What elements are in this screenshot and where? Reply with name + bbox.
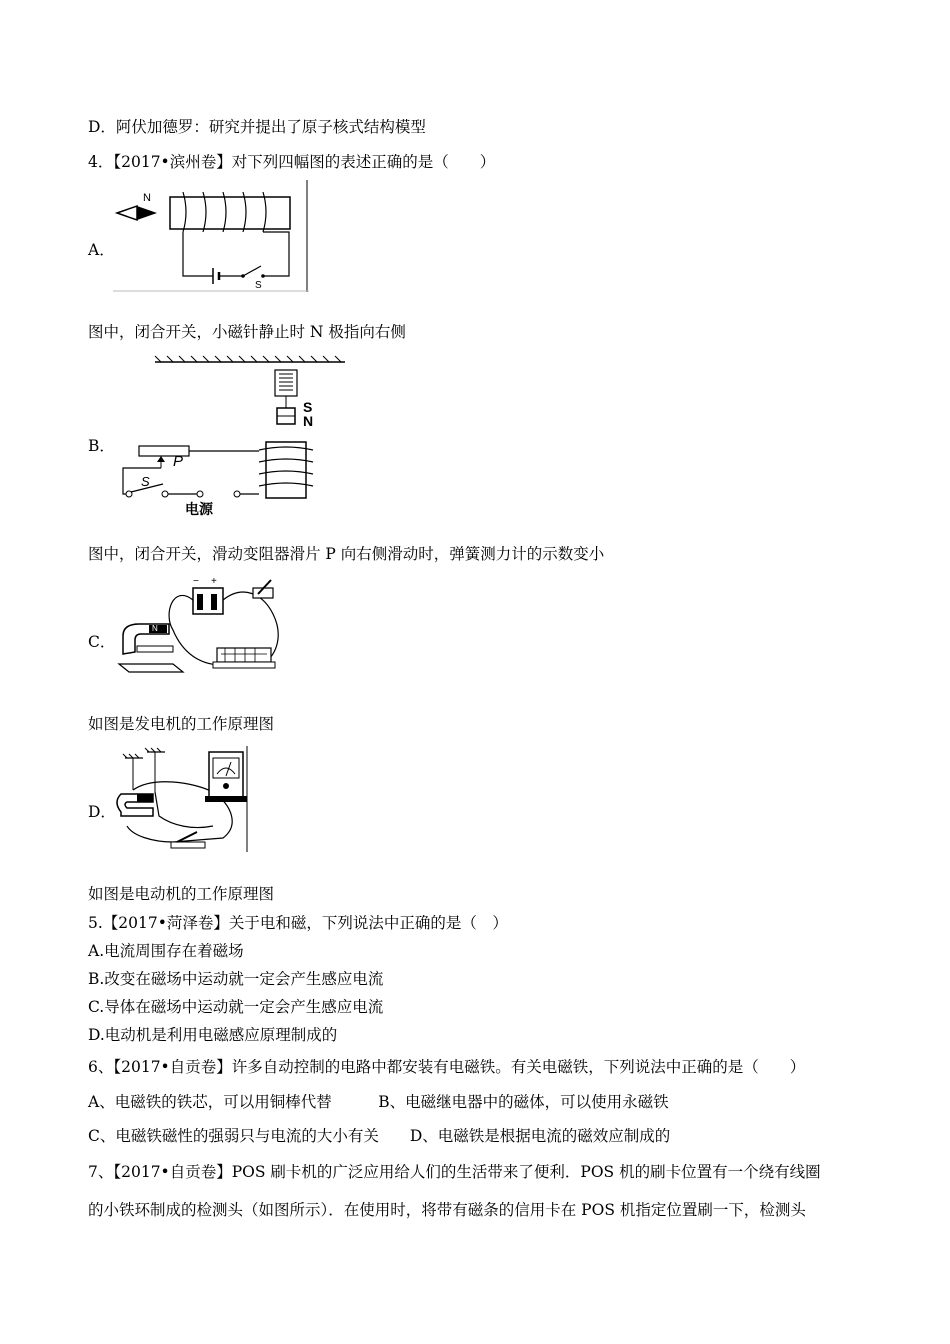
question-5-stem: 5.【2017•菏泽卷】关于电和磁，下列说法中正确的是（ ） <box>88 914 508 932</box>
q4-option-d-label: D． <box>88 803 116 821</box>
q4-option-c-text: 如图是发电机的工作原理图 <box>88 715 275 733</box>
q4-option-c-label: C． <box>88 633 116 651</box>
slider-p-label: P <box>173 453 184 470</box>
switch-label: S <box>255 280 262 291</box>
q5-option-b: B.改变在磁场中运动就一定会产生感应电流 <box>88 970 384 988</box>
q4-option-d-text: 如图是电动机的工作原理图 <box>88 885 275 903</box>
question-6-stem: 6、【2017•自贡卷】许多自动控制的电路中都安装有电磁铁。有关电磁铁，下列说法中正确的是（ ） <box>88 1058 806 1076</box>
switch-s-label: S <box>141 474 150 489</box>
magnet-n-label: N <box>152 624 158 633</box>
q4-figure-a-solenoid <box>113 180 309 292</box>
q5-option-a: A.电流周围存在着磁场 <box>88 942 244 960</box>
question-7-line-1: 7、【2017•自贡卷】POS 刷卡机的广泛应用给人们的生活带来了便利．POS 机的刷卡位置有一个绕有线圈 <box>88 1163 821 1181</box>
power-source-label: 电源 <box>185 501 213 517</box>
q4-figure-d-motor <box>113 746 253 852</box>
q4-option-a-label: A． <box>88 241 115 259</box>
magnet-s-label: S <box>303 399 313 415</box>
option-d-previous: D．阿伏加德罗：研究并提出了原子核式结构模型 <box>88 118 426 136</box>
minus-label: − <box>193 576 199 587</box>
north-label: N <box>143 192 151 204</box>
q4-figure-b-electromagnet <box>113 354 353 520</box>
q6-options-ab: A、电磁铁的铁芯，可以用铜棒代替 B、电磁继电器中的磁体，可以使用永磁铁 <box>88 1093 669 1111</box>
question-4-stem: 4．【2017•滨州卷】对下列四幅图的表述正确的是（ ） <box>88 153 496 171</box>
question-7-line-2: 的小铁环制成的检测头（如图所示）．在使用时，将带有磁条的信用卡在 POS 机指定位置刷一下，检测头 <box>88 1201 806 1219</box>
q4-option-b-label: B． <box>88 437 115 455</box>
q4-option-a-text: 图中，闭合开关，小磁针静止时 N 极指向右侧 <box>88 323 406 341</box>
q6-options-cd: C、电磁铁磁性的强弱只与电流的大小有关 D、电磁铁是根据电流的磁效应制成的 <box>88 1127 671 1145</box>
q4-option-b-text: 图中，闭合开关，滑动变阻器滑片 P 向右侧滑动时，弹簧测力计的示数变小 <box>88 545 605 563</box>
plus-label: + <box>211 576 217 587</box>
magnet-n-label: N <box>303 413 314 429</box>
q5-option-c: C.导体在磁场中运动就一定会产生感应电流 <box>88 998 384 1016</box>
q4-figure-c-generator <box>113 574 285 678</box>
q5-option-d: D.电动机是利用电磁感应原理制成的 <box>88 1026 338 1044</box>
